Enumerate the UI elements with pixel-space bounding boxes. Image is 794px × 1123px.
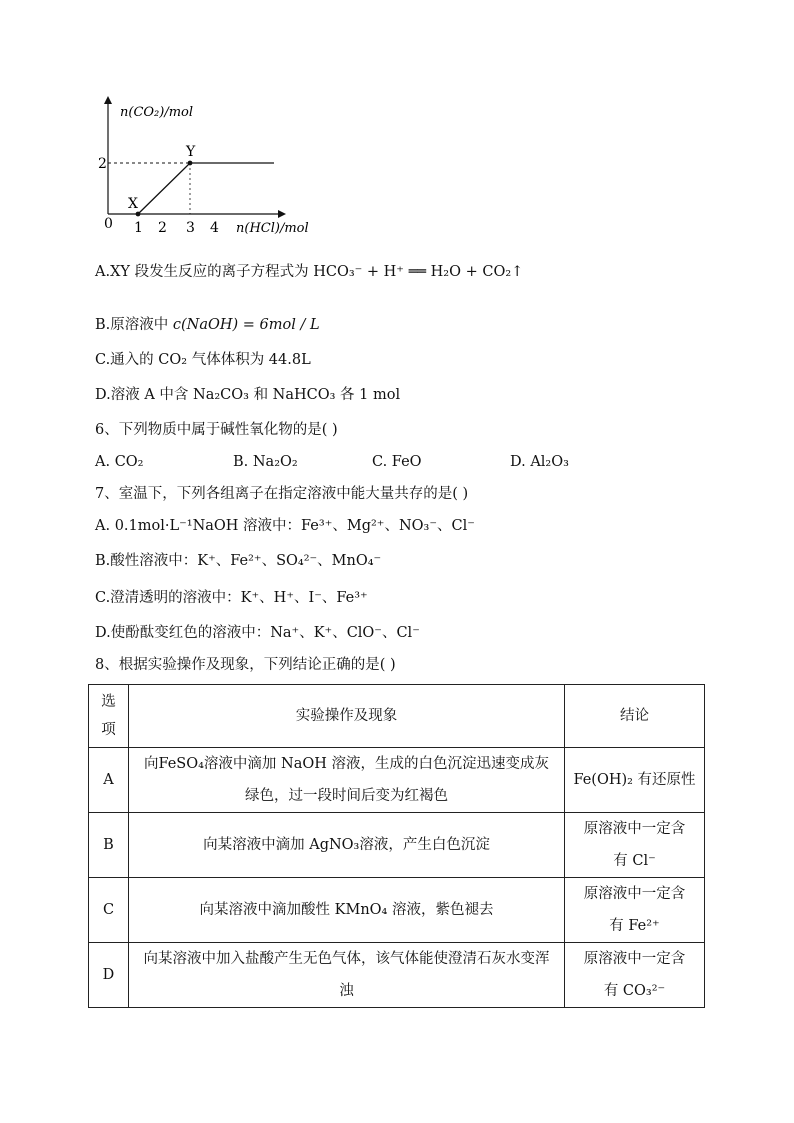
q5-option-b-text: B.原溶液中 <box>95 317 173 333</box>
header-conclusion: 结论 <box>565 685 705 748</box>
q6-option-d: D. Al₂O₃ <box>510 454 569 470</box>
q7-option-c: C.澄清透明的溶液中：K⁺、H⁺、I⁻、Fe³⁺ <box>95 590 368 606</box>
x-axis-label: n(HCl)/mol <box>236 221 309 236</box>
q5-option-a-equation: HCO₃⁻ + H⁺ ══ H₂O + CO₂↑ <box>313 264 524 280</box>
y-axis-label: n(CO₂)/mol <box>120 105 194 120</box>
y-tick-2: 2 <box>98 156 107 172</box>
row-operation: 向FeSO₄溶液中滴加 NaOH 溶液，生成的白色沉淀迅速变成灰绿色，过一段时间后变为红褐色 <box>129 748 565 813</box>
origin-label: 0 <box>104 216 113 232</box>
q5-option-b <box>95 315 320 335</box>
table-row <box>89 878 705 943</box>
q5-option-d-text: D.溶液 A 中含 Na₂CO₃ 和 NaHCO₃ 各 1 mol <box>95 387 401 403</box>
x-axis-arrow <box>278 210 286 218</box>
q6-stem: 6、下列物质中属于碱性氧化物的是( ) <box>95 422 338 438</box>
point-y-dot <box>188 161 193 166</box>
q5-option-a-text: A.XY 段发生反应的离子方程式为 <box>95 264 314 280</box>
point-y-label: Y <box>186 144 196 160</box>
point-x-dot <box>136 212 141 217</box>
table-row <box>89 943 705 1008</box>
point-x-label: X <box>128 196 138 212</box>
row-operation: 向某溶液中滴加 AgNO₃溶液，产生白色沉淀 <box>129 813 565 878</box>
q7-option-d: D.使酚酞变红色的溶液中：Na⁺、K⁺、ClO⁻、Cl⁻ <box>95 625 420 641</box>
row-option: A <box>89 748 129 813</box>
row-option: B <box>89 813 129 878</box>
q7-option-b: B.酸性溶液中：K⁺、Fe²⁺、SO₄²⁻、MnO₄⁻ <box>95 553 382 569</box>
row-conclusion: 原溶液中一定含有 Fe²⁺ <box>565 878 705 943</box>
table-header-row <box>89 685 705 748</box>
y-axis-arrow <box>104 96 112 104</box>
experiment-table <box>88 684 705 1008</box>
q6-option-c: C. FeO <box>372 454 422 470</box>
x-tick-2: 2 <box>158 220 167 236</box>
row-option: C <box>89 878 129 943</box>
row-conclusion: 原溶液中一定含有 CO₃²⁻ <box>565 943 705 1008</box>
co2-hcl-graph <box>98 96 318 241</box>
q5-option-c <box>95 350 311 370</box>
x-tick-1: 1 <box>134 220 143 236</box>
q7-stem: 7、室温下，下列各组离子在指定溶液中能大量共存的是( ) <box>95 486 469 502</box>
table-row <box>89 748 705 813</box>
q5-option-d <box>95 385 400 405</box>
header-operation: 实验操作及现象 <box>129 685 565 748</box>
row-conclusion: Fe(OH)₂ 有还原性 <box>565 748 705 813</box>
row-operation: 向某溶液中加入盐酸产生无色气体，该气体能使澄清石灰水变浑浊 <box>129 943 565 1008</box>
header-option: 选项 <box>89 685 129 748</box>
data-line <box>138 163 274 214</box>
q7-option-a: A. 0.1mol·L⁻¹NaOH 溶液中：Fe³⁺、Mg²⁺、NO₃⁻、Cl⁻ <box>95 518 475 534</box>
q5-option-c-text: C.通入的 CO₂ 气体体积为 44.8L <box>95 352 311 368</box>
q6-option-a: A. CO₂ <box>95 454 144 470</box>
row-conclusion: 原溶液中一定含有 Cl⁻ <box>565 813 705 878</box>
q6-option-b: B. Na₂O₂ <box>233 454 298 470</box>
row-operation: 向某溶液中滴加酸性 KMnO₄ 溶液，紫色褪去 <box>129 878 565 943</box>
x-tick-4: 4 <box>210 220 219 236</box>
q8-stem: 8、根据实验操作及现象，下列结论正确的是( ) <box>95 657 396 673</box>
table-row <box>89 813 705 878</box>
x-tick-3: 3 <box>186 220 195 236</box>
q5-option-b-equation: c(NaOH) = 6mol / L <box>172 317 320 333</box>
row-option: D <box>89 943 129 1008</box>
q5-option-a <box>95 262 523 282</box>
